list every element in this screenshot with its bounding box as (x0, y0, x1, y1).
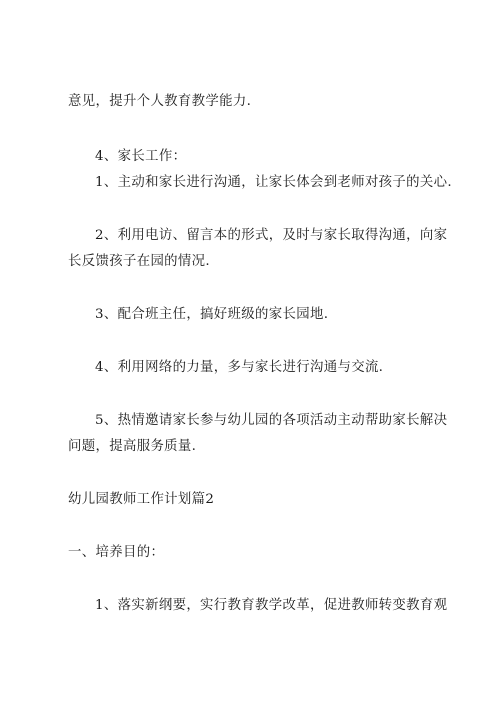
section-heading: 一、培养目的： (68, 545, 165, 560)
text-line: 2、利用电访、留言本的形式，及时与家长取得沟通，向家 (95, 228, 448, 243)
chapter-title: 幼儿园教师工作计划篇2 (68, 492, 215, 507)
text-line: 意见，提升个人教育教学能力. (68, 94, 252, 109)
text-line: 5、热情邀请家长参与幼儿园的各项活动主动帮助家长解决 (95, 413, 448, 428)
text-line: 长反馈孩子在园的情况. (68, 254, 211, 269)
text-line: 1、主动和家长进行沟通，让家长体会到老师对孩子的关心. (95, 175, 452, 190)
section-heading: 4、家长工作： (95, 149, 187, 164)
text-line: 3、配合班主任，搞好班级的家长园地. (95, 307, 329, 322)
text-line: 4、利用网络的力量，多与家长进行沟通与交流. (95, 360, 384, 375)
text-line: 1、落实新纲要，实行教育教学改革，促进教师转变教育观 (95, 598, 448, 613)
text-line: 问题，提高服务质量. (68, 439, 197, 454)
